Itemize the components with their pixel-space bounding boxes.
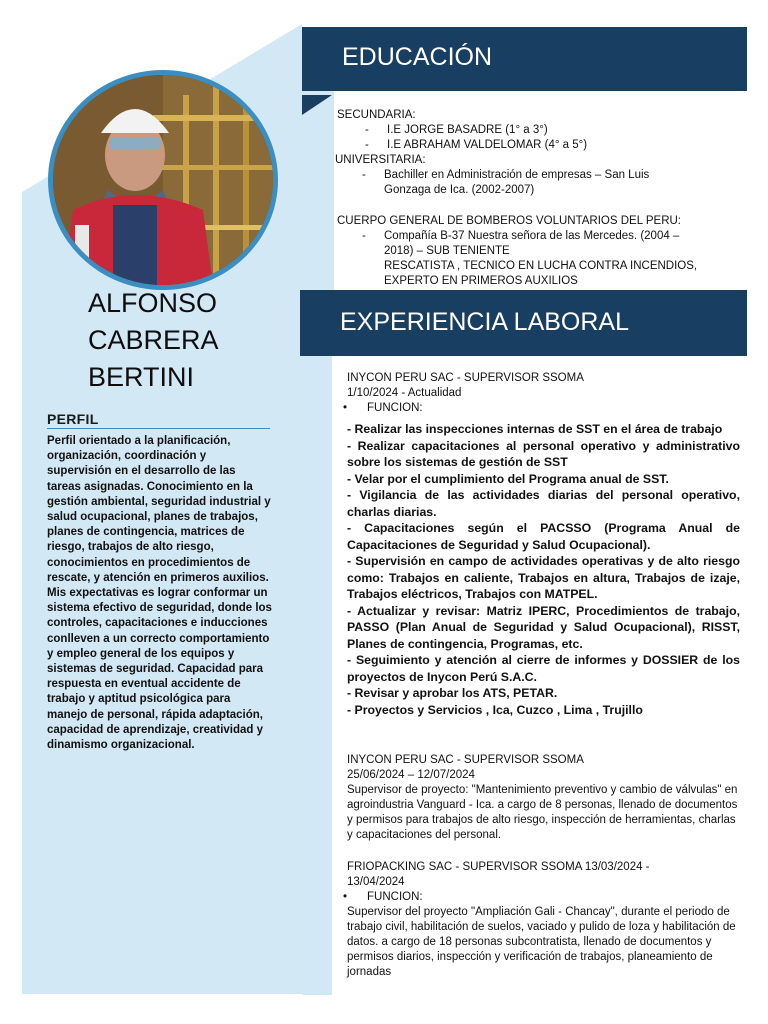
- person-name: [88, 285, 219, 396]
- universitaria-label: UNIVERSITARIA:: [335, 154, 426, 166]
- job1-funcion-label: FUNCION:: [367, 402, 423, 414]
- name-line-1: ALFONSO: [88, 288, 218, 318]
- job1-task: - Supervisión en campo de actividades operativas y de alto riesgo como: Trabajos en caliente, Trabajos en altura, Trabajos de izaje, Trabajos eléctricos, Trabajos con MATPEL.: [347, 554, 740, 601]
- bomberos-label: CUERPO GENERAL DE BOMBEROS VOLUNTARIOS DEL PERU:: [337, 215, 682, 227]
- job2-header: INYCON PERU SAC - SUPERVISOR SSOMA: [347, 754, 584, 766]
- job1-dates: 1/10/2024 - Actualidad: [347, 387, 462, 399]
- job3-dates: 13/04/2024: [347, 876, 405, 888]
- perfil-text: Perfil orientado a la planificación, organización, coordinación y supervisión en el desarrollo de las tareas asignadas. Conocimiento en la gestión ambiental, seguridad industrial y salud ocupacional, planes de trabajos, planes de contingencia, matrices de riesgo, trabajos de alto riesgo, conocimientos en procedimientos de rescate, y atención en primeros auxilios. Mis expectativas es lograr conformar un sistema efectivo de seguridad, donde los controles, capacitaciones e inducciones conlleven a un correcto comportamiento y empleo general de los equipos y sistemas de seguridad. Capacidad para respuesta en eventual accidente de trabajo y aptitud psicológica para manejo de personal, rápida adaptación, capacidad de aprendizaje, creatividad y dinamismo organizacional.: [47, 435, 272, 752]
- profile-photo: [48, 70, 278, 290]
- experience-banner: [300, 290, 747, 356]
- secundaria-dash-2: -: [365, 139, 369, 151]
- job1-task: - Actualizar y revisar: Matriz IPERC, Procedimientos de trabajo, PASSO (Plan Anual de Seguridad y Salud Ocupacional), RISST, Planes de contingencia, Programas, etc.: [347, 603, 740, 651]
- job1-task: - Revisar y aprobar los ATS, PETAR.: [347, 686, 558, 700]
- perfil-divider: [47, 428, 270, 429]
- bomberos-line-3: RESCATISTA , TECNICO EN LUCHA CONTRA INCENDIOS,: [384, 260, 698, 272]
- job1-header: INYCON PERU SAC - SUPERVISOR SSOMA: [347, 372, 584, 384]
- universitaria-dash: -: [362, 169, 366, 181]
- job1-task: - Realizar las inspecciones internas de SST en el área de trabajo: [347, 422, 723, 436]
- job2-dates: 25/06/2024 – 12/07/2024: [347, 769, 475, 781]
- secundaria-item-1: I.E JORGE BASADRE (1° a 3°): [387, 124, 548, 136]
- job3-header: FRIOPACKING SAC - SUPERVISOR SSOMA 13/03/2024 -: [347, 861, 650, 873]
- job2-text: Supervisor de proyecto: "Mantenimiento preventivo y cambio de válvulas" en agroindustria Vanguard - Ica. a cargo de 8 personas, llenado de documentos y permisos para trabajos de alto riesgo, inspección de herramientas, charlas y capacitaciones del personal.: [347, 784, 738, 841]
- job3-text: Supervisor del proyecto "Ampliación Gali - Chancay", durante el periodo de trabajo civil, habilitación de suelos, vaciado y pulido de loza y habilitación de datos. a cargo de 18 personas subcontratista, llenado de documentos y permisos diarios, inspección y verificación de trabajos, planeamiento de jornadas: [347, 906, 736, 978]
- secundaria-dash-1: -: [365, 124, 369, 136]
- job1-task: - Capacitaciones según el PACSSO (Programa Anual de Capacitaciones de Seguridad y Salud Ocupacional).: [347, 521, 740, 552]
- universitaria-line-1: Bachiller en Administración de empresas – San Luis: [384, 169, 650, 181]
- job1-task: - Proyectos y Servicios , Ica, Cuzco , Lima , Trujillo: [347, 702, 643, 717]
- experience-title: EXPERIENCIA LABORAL: [340, 308, 630, 336]
- name-line-2: CABRERA: [88, 325, 219, 355]
- banner-fold: [302, 95, 332, 115]
- bullet-dot: •: [343, 891, 348, 903]
- education-banner: [302, 27, 747, 91]
- secundaria-item-2: I.E ABRAHAM VALDELOMAR (4° a 5°): [387, 139, 588, 151]
- bomberos-line-1: Compañía B-37 Nuestra señora de las Mercedes. (2004 –: [384, 230, 680, 242]
- bomberos-line-4: EXPERTO EN PRIMEROS AUXILIOS: [384, 275, 578, 287]
- education-title: EDUCACIÓN: [342, 43, 493, 71]
- perfil-title: PERFIL: [47, 411, 99, 427]
- bomberos-dash: -: [362, 230, 366, 242]
- sidebar-extension: [302, 91, 334, 995]
- job1-task: - Realizar capacitaciones al personal operativo y administrativo sobre los sistemas de gestión de SST: [347, 438, 740, 469]
- bomberos-line-2: 2018) – SUB TENIENTE: [384, 245, 510, 257]
- bullet-dot: •: [343, 402, 348, 414]
- job1-task: - Vigilancia de las actividades diarias del personal operativo, charlas diarias.: [347, 488, 740, 519]
- name-line-3: BERTINI: [88, 362, 195, 392]
- job1-task: - Seguimiento y atención al cierre de informes y DOSSIER de los proyectos de Inycon Perú S.A.C.: [347, 653, 740, 684]
- job1-task: - Velar por el cumplimiento del Programa anual de SST.: [347, 471, 669, 486]
- job1-task-list: [347, 421, 740, 718]
- universitaria-line-2: Gonzaga de Ica. (2002-2007): [384, 184, 535, 196]
- secundaria-label: SECUNDARIA:: [337, 109, 416, 121]
- job3-funcion-label: FUNCION:: [367, 891, 423, 903]
